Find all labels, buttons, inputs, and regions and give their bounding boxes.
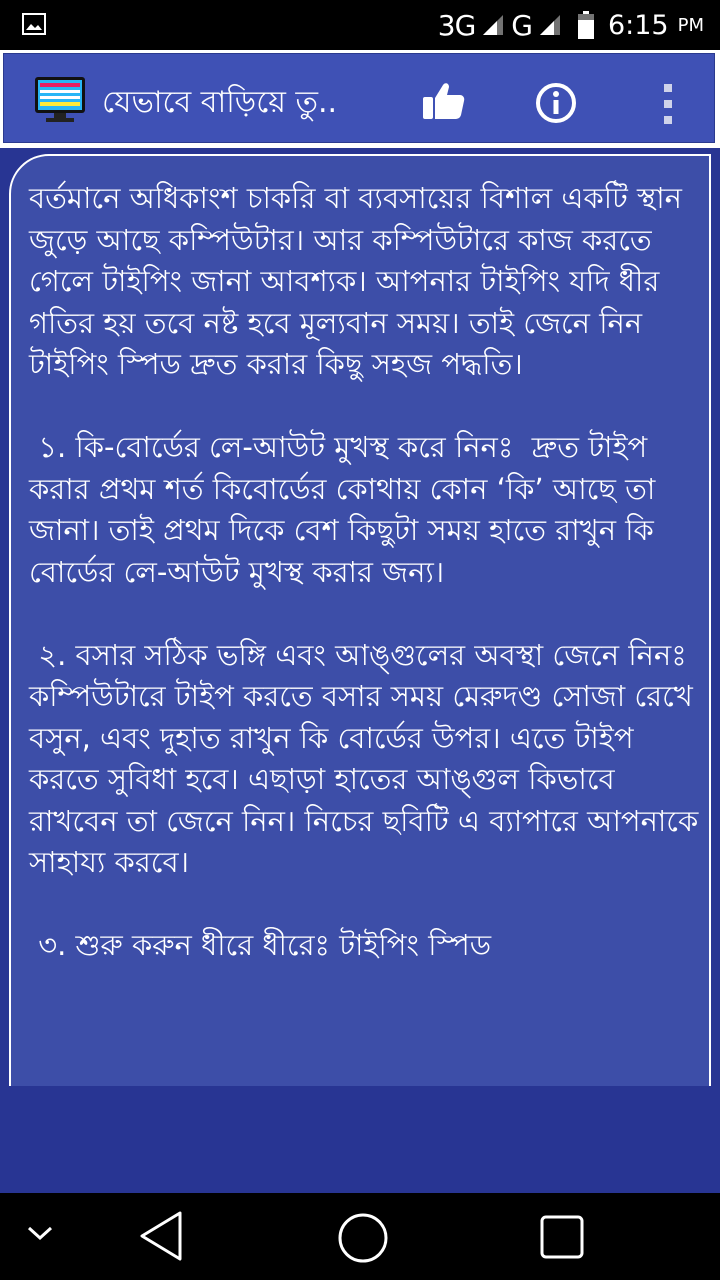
info-button-icon[interactable] (534, 81, 578, 125)
article-paragraph-tip-3: ৩. শুরু করুন ধীরে ধীরেঃ টাইপিং স্পিড (29, 928, 492, 962)
app-bar-inner (3, 53, 715, 143)
network-type-label: 3G (437, 8, 476, 42)
hide-navigation-chevron-down-icon[interactable] (26, 1223, 54, 1243)
recent-apps-button-icon[interactable] (538, 1213, 586, 1261)
app-bar (0, 50, 720, 148)
navigation-bar (0, 1193, 720, 1280)
article-paragraph-intro: বর্তমানে অধিকাংশ চাকরি বা ব্যবসায়ের বিশাল একটি স্থান জুড়ে আছে কম্পিউটার। আর কম্পিউটারে কাজ করতে গেলে টাইপিং জানা আবশ্যক। আপনার টাইপিং যদি ধীর গতির হয় তবে নষ্ট হবে মূল্যবান সময়। তাই জেনে নিন টাইপিং স্পিড দ্রুত করার কিছু সহজ পদ্ধতি। (29, 181, 692, 381)
content-area (0, 148, 720, 1193)
article-paragraph-tip-1: ১. কি-বোর্ডের লে-আউট মুখস্থ করে নিনঃ দ্রুত টাইপ করার প্রথম শর্ত কিবোর্ডের কোথায় কোন ‘কি’ আছে তা জানা। তাই প্রথম দিকে বেশ কিছুটা সময় হাতে রাখুন কি বোর্ডের লে-আউট মুখস্থ করার জন্য। (29, 430, 665, 589)
clock-ampm: PM (677, 14, 704, 36)
gallery-notification-icon (22, 13, 46, 35)
like-button-thumbs-up-icon[interactable] (422, 79, 466, 123)
signal-strength-icon-2 (538, 13, 562, 37)
signal-strength-icon (481, 13, 505, 37)
app-logo-icon (34, 76, 86, 124)
overflow-menu-icon[interactable] (656, 82, 680, 126)
home-button-icon[interactable] (337, 1212, 389, 1264)
app-title: যেভাবে বাড়িয়ে তু.. (102, 85, 338, 120)
article-card[interactable] (9, 154, 711, 1193)
status-indicators (438, 0, 704, 50)
network-type-label-2: G (511, 8, 532, 42)
article-body[interactable] (29, 178, 709, 1008)
clock: 6:15 (607, 9, 669, 41)
content-bottom-area (0, 1086, 720, 1193)
back-button-icon[interactable] (136, 1209, 186, 1263)
battery-icon (578, 11, 594, 39)
article-paragraph-tip-2: ২. বসার সঠিক ভঙ্গি এবং আঙ্গুলের অবস্থা জেনে নিনঃ কম্পিউটারে টাইপ করতে বসার সময় মেরুদণ্ড সোজা রেখে বসুন, এবং দুহাত রাখুন কি বোর্ডের উপর। এতে টাইপ করতে সুবিধা হবে। এছাড়া হাতের আঙ্গুল কিভাবে রাখবেন তা জেনে নিন। নিচের ছবিটি এ ব্যাপারে আপনাকে সাহায্য করবে। (29, 637, 708, 879)
status-bar (0, 0, 720, 50)
